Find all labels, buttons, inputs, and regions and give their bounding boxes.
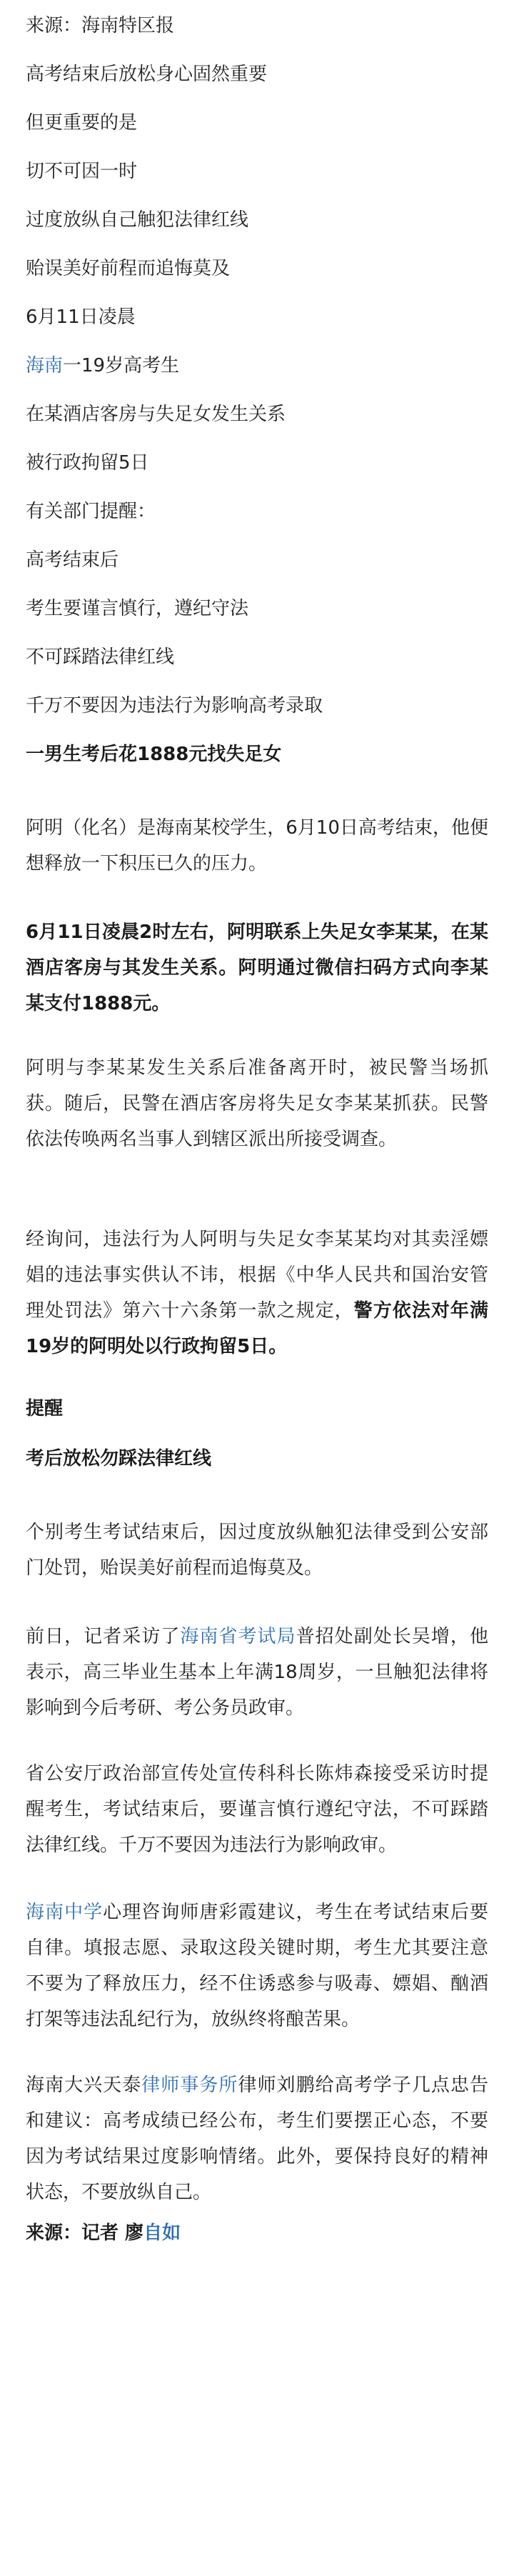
text-line: 考生要谨言慎行，遵纪守法 bbox=[26, 598, 249, 619]
text-line: 千万不要因为违法行为影响高考录取 bbox=[26, 695, 323, 717]
text-line: 高考结束后放松身心固然重要 bbox=[26, 64, 268, 85]
section-heading: 考后放松勿踩法律红线 bbox=[26, 1448, 212, 1469]
paragraph: 海南大兴天泰律师事务所律师刘鹏给高考学子几点忠告和建议：高考成绩已经公布，考生们要摆正心态，不要因为考试结果过度影响情绪。此外，要保持良好的精神状态，不要放纵自己。 bbox=[26, 2075, 488, 2203]
hainan-school-link[interactable]: 海南中学 bbox=[26, 1902, 104, 1923]
text-line: 但更重要的是 bbox=[26, 112, 138, 134]
exam-bureau-link[interactable]: 海南省考试局 bbox=[180, 1626, 296, 1647]
paragraph: 经询问，违法行为人阿明与失足女李某某均对其卖淫嫖娼的违法事实供认不讳，根据《中华人民共和国治安管理处罚法》第六十六条第一款之规定，警方依法对年满19岁的阿明处以行政拘留5日。 bbox=[26, 1229, 488, 1357]
source-footer: 来源：记者 廖自如 bbox=[26, 2222, 181, 2244]
paragraph: 阿明与李某某发生关系后准备离开时，被民警当场抓获。随后，民警在酒店客房将失足女李某某抓获。民警依法传唤两名当事人到辖区派出所接受调查。 bbox=[26, 1057, 488, 1150]
text-line: 6月11日凌晨 bbox=[26, 306, 136, 328]
text-line: 被行政拘留5日 bbox=[26, 452, 149, 474]
text-line: 过度放纵自己触犯法律红线 bbox=[26, 209, 249, 231]
paragraph: 海南中学心理咨询师唐彩霞建议，考生在考试结束后要自律。填报志愿、录取这段关键时期，考生尤其要注意不要为了释放压力，经不住诱惑参与吸毒、嫖娼、酗酒打架等违法乱纪行为，放纵终将酿苦果。 bbox=[26, 1902, 488, 2030]
text-line: 有关部门提醒： bbox=[26, 501, 156, 522]
text-line: 在某酒店客房与失足女发生关系 bbox=[26, 404, 286, 425]
law-firm-link[interactable]: 律师事务所 bbox=[141, 2075, 238, 2096]
text-line: 贻误美好前程而追悔莫及 bbox=[26, 258, 231, 279]
paragraph-bold: 6月11日凌晨2时左右，阿明联系上失足女李某某，在某酒店客房与其发生关系。阿明通过微信扫码方式向李某某支付1888元。 bbox=[26, 922, 488, 1014]
text-line: 高考结束后 bbox=[26, 549, 119, 571]
section-heading: 提醒 bbox=[26, 1398, 64, 1419]
text-line: 不可踩踏法律红线 bbox=[26, 647, 175, 668]
text-line: 海南一19岁高考生 bbox=[26, 355, 180, 376]
paragraph: 个别考生考试结束后，因过度放纵触犯法律受到公安部门处罚，贻误美好前程而追悔莫及。 bbox=[26, 1522, 488, 1579]
source-line: 来源：海南特区报 bbox=[26, 15, 175, 36]
section-heading: 一男生考后花1888元找失足女 bbox=[26, 744, 282, 765]
paragraph: 前日，记者采访了海南省考试局普招处副处长吴增，他表示，高三毕业生基本上年满18周岁，一旦触犯法律将影响到今后考研、考公务员政审。 bbox=[26, 1626, 488, 1719]
paragraph: 省公安厅政治部宣传处宣传科科长陈炜森接受采访时提醒考生，考试结束后，要谨言慎行遵纪守法，不可踩踏法律红线。千万不要因为违法行为影响政审。 bbox=[26, 1763, 488, 1856]
paragraph: 阿明（化名）是海南某校学生，6月10日高考结束，他便想释放一下积压已久的压力。 bbox=[26, 817, 488, 874]
text-line: 切不可因一时 bbox=[26, 161, 138, 182]
hainan-link[interactable]: 海南 bbox=[26, 355, 64, 376]
reporter-link[interactable]: 自如 bbox=[143, 2222, 181, 2244]
